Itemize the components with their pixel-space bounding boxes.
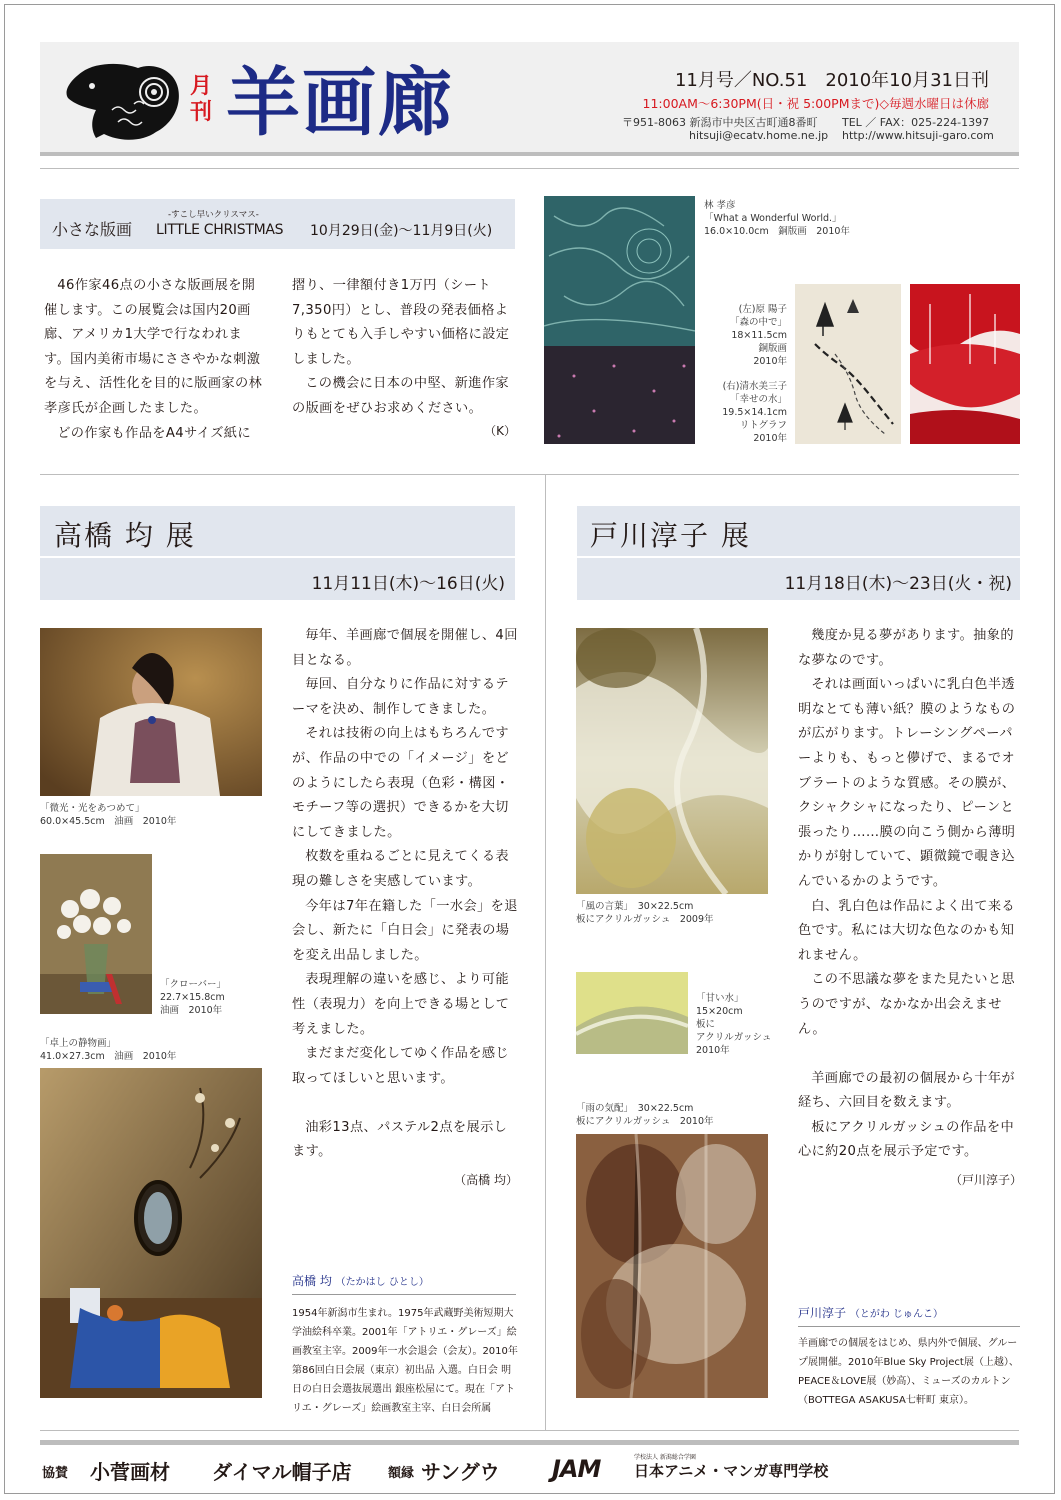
caption-line: 「甘い水」: [696, 993, 744, 1004]
phone-fax: TEL ／ FAX：025-224-1397: [842, 116, 990, 129]
footer-rule-thick: [40, 1440, 1019, 1445]
paragraph: まだまだ変化してゆく作品を感じ取ってほしいと思います。: [292, 1046, 509, 1086]
caption-line: リトグラフ: [739, 420, 787, 431]
caption-line: 林 孝彦: [704, 200, 736, 211]
caption-line: 「卓上の静物画」: [40, 1038, 117, 1049]
artwork-mori-no-naka: [795, 284, 901, 444]
paragraph: 表現理解の違いを感じ、より可能性（表現力）を向上できる場として考えました。: [292, 972, 510, 1037]
bio-name-reading: （とがわ じゅんこ）: [849, 1309, 944, 1320]
paragraph: 油彩13点、パステル2点を展示します。: [292, 1119, 508, 1160]
caption-line: 「クローバー」: [160, 979, 227, 990]
magazine-title: 羊画廊: [226, 60, 454, 146]
bio-name-text: 戸川淳子: [798, 1306, 847, 1320]
artwork-clover: [40, 854, 152, 1014]
bio-name-reading: （たかはし ひとし）: [335, 1277, 429, 1288]
artwork-amai-mizu: [576, 972, 688, 1054]
caption-line: 板にアクリルガッシュ 2009年: [576, 914, 714, 925]
little-christmas-col2: [292, 274, 516, 439]
caption-line: 16.0×10.0cm 銅版画 2010年: [704, 226, 850, 237]
paragraph: それは技術の向上はもちろんですが、作品の中での「イメージ」をどのようにしたら表現（色彩・構図・モチーフ等の選択）できるかを大切にしてきました。: [292, 726, 510, 840]
bio-name-text: 高橋 均: [292, 1274, 332, 1288]
caption-line: 2010年: [753, 433, 787, 444]
caption-line: 板に: [696, 1019, 716, 1030]
email-address[interactable]: hitsuji@ecatv.home.ne.jp: [689, 129, 829, 142]
togawa-bio-name: [798, 1304, 943, 1321]
sponsor-kosuge: 小菅画材: [90, 1460, 170, 1484]
sheep-logo-icon: [62, 58, 184, 144]
takahashi-bio: 1954年新潟市生まれ。1975年武蔵野美術短期大学油絵科卒業。2001年「アトリエ・グレーズ」絵画教室主宰。2009年一水会退会（会友）。2010年第86回白日会展（東京）初出品 入選。白日会 明日の白日会選抜展選出 銀座松屋にて。現在「アトリエ・グレーズ」絵画教室主宰、白日会所属: [292, 1308, 518, 1414]
paragraph: 白、乳白色は作品によく出て来る色です。私には大切な色なのかも知れません。: [798, 898, 1015, 963]
togawa-exhibition-dates: 11月18日(木)〜23日(火・祝): [784, 574, 1012, 594]
paragraph: 板にアクリルガッシュの作品を中心に約20点を展示予定です。: [798, 1119, 1015, 1160]
caption-amai-mizu: [696, 992, 771, 1057]
caption-mori-no-naka: [715, 303, 787, 368]
caption-biko-hikari: [40, 802, 176, 828]
sponsor-daimaru: ダイマル帽子店: [212, 1460, 352, 1484]
little-christmas-col1: [44, 274, 266, 446]
takahashi-bio-name: [292, 1272, 429, 1289]
magazine-prefix: 月刊: [190, 74, 213, 125]
artwork-biko-hikari: [40, 628, 262, 796]
togawa-exhibition-title: 戸川淳子 展: [590, 519, 751, 552]
postal-address: 〒951-8063 新潟市中央区古町通8番町: [622, 116, 818, 129]
artwork-takujo-no-seibutsuga: [40, 1068, 262, 1398]
paragraph: [798, 1042, 1022, 1067]
caption-line: 「風の言葉」 30×22.5cm: [576, 901, 694, 912]
paragraph: 46作家46点の小さな版画展を開催します。この展覧会は国内20画廊、アメリカ1大学で行なわれます。国内美術市場にささやかな刺激を与え、活性化を目的に版画家の林孝彦氏が企画したました。: [44, 278, 263, 416]
artwork-what-a-wonderful-world: [544, 196, 695, 444]
caption-line: 「雨の気配」 30×22.5cm: [576, 1103, 694, 1114]
takahashi-exhibition-dates: 11月11日(木)〜16日(火): [311, 574, 505, 594]
paragraph: 毎年、羊画廊で個展を開催し、4回目となる。: [292, 628, 518, 668]
caption-takujo-no-seibutsuga: [40, 1037, 176, 1063]
header-rule-thin: [40, 168, 1019, 169]
caption-line: 60.0×45.5cm 油画 2010年: [40, 816, 177, 827]
little-christmas-title-en: LITTLE CHRISTMAS: [156, 222, 284, 238]
caption-what-a-wonderful-world: [704, 199, 850, 238]
sponsor-sangu: サングウ: [421, 1460, 500, 1484]
caption-line: 銅版画: [758, 343, 787, 354]
column-divider: [545, 475, 546, 1430]
paragraph: どの作家も作品をA4サイズ紙に: [57, 425, 251, 441]
caption-line: 18×11.5cm: [731, 330, 787, 341]
paragraph: 今年は7年在籍した「一水会」を退会し、新たに「白日会」に発表の場を変え出品しました。: [292, 898, 518, 963]
issue-info: 11月号／NO.51 2010年10月31日刊: [674, 70, 989, 91]
paragraph: 枚数を重ねるごとに見えてくる表現の難しさを実感しています。: [292, 849, 509, 889]
caption-line: 41.0×27.3cm 油画 2010年: [40, 1051, 177, 1062]
caption-ame-no-kehai: [576, 1102, 714, 1128]
artwork-ame-no-kehai: [576, 1134, 768, 1398]
header-rule: [40, 152, 1019, 156]
caption-line: (左)原 陽子: [738, 304, 787, 315]
caption-line: 板にアクリルガッシュ 2010年: [576, 1116, 714, 1127]
artwork-shiawase-no-mizu: [910, 284, 1020, 444]
section-divider: [40, 474, 1019, 475]
caption-line: 油画 2010年: [160, 1005, 223, 1016]
caption-line: (右)清水美三子: [722, 381, 787, 392]
paragraph: 幾度か見る夢があります。抽象的な夢なのです。: [798, 628, 1014, 668]
paragraph: [292, 1091, 518, 1116]
footer-rule: [40, 1430, 1019, 1431]
togawa-article: [798, 624, 1022, 1188]
school-tagline: 学校法人 新潟総合学園: [634, 1454, 696, 1461]
opening-hours: 11:00AM〜6:30PM(日・祝 5:00PMまで)◇毎週水曜日は休廊: [642, 96, 989, 111]
takahashi-exhibition-title: 高橋 均 展: [54, 519, 196, 552]
paragraph: 摺り、一律額付き1万円（シート7,350円）とし、普段の発表価格よりもとても入手しやすい価格に設定しました。: [292, 278, 510, 367]
school-name: 日本アニメ・マンガ専門学校: [634, 1462, 829, 1480]
website-url[interactable]: http://www.hitsuji-garo.com: [842, 129, 994, 142]
caption-line: 15×20cm: [696, 1006, 743, 1017]
caption-line: 「幸せの水」: [729, 394, 787, 405]
school-logo: JAM: [552, 1455, 601, 1483]
caption-line: 「森の中で」: [729, 317, 787, 328]
sponsor-label: 協賛: [42, 1466, 69, 1481]
caption-line: 2010年: [753, 356, 787, 367]
bio-rule: [798, 1326, 1020, 1327]
paragraph: 羊画廊での最初の個展から十年が経ち、六回目を数えます。: [798, 1070, 1015, 1111]
artwork-kaze-no-kotoba: [576, 628, 768, 894]
paragraph: この不思議な夢をまた見たいと思うのですが、なかなか出会えません。: [798, 972, 1015, 1037]
caption-line: 2010年: [696, 1045, 730, 1056]
little-christmas-dates: 10月29日(金)〜11月9日(火): [310, 223, 493, 239]
caption-line: 22.7×15.8cm: [160, 992, 225, 1003]
paragraph: それは画面いっぱいに乳白色半透明なとても薄い紙？膜のようなものが広がります。トレーシングペーパーよりも、もっと儚げで、まるでオブラートのような質感。その膜が、クシャクシャになったり、ピーンと張ったり……膜の向こう側から薄明かりが射していて、顕微鏡で覗き込んでいるかのようです。: [798, 677, 1016, 889]
caption-line: 19.5×14.1cm: [722, 407, 787, 418]
takahashi-article: [292, 624, 518, 1188]
little-christmas-title: 小さな版画: [52, 220, 133, 239]
paragraph: 毎回、自分なりに作品に対するテーマを決め、制作してきました。: [292, 677, 509, 717]
bio-rule: [292, 1294, 516, 1295]
togawa-signature: （戸川淳子）: [949, 1173, 1022, 1188]
little-christmas-subtitle: -すこし早いクリスマス-: [168, 210, 259, 220]
caption-kaze-no-kotoba: [576, 900, 714, 926]
takahashi-signature: （高橋 均）: [454, 1173, 518, 1188]
caption-clover: [160, 978, 226, 1017]
caption-line: 「微光・光をあつめて」: [40, 803, 145, 814]
paragraph: この機会に日本の中堅、新進作家の版画をぜひお求めください。: [292, 376, 509, 416]
caption-line: 「What a Wonderful World.」: [704, 213, 842, 224]
togawa-bio: 羊画廊での個展をはじめ、県内外で個展、グループ展開催。2010年Blue Sky Project展（上越）、PEACE＆LOVE展（妙高）、ミューズのカルトン（BOTTEGA ASAKUSA七軒町 東京）。: [798, 1338, 1019, 1406]
caption-line: アクリルガッシュ: [696, 1032, 772, 1043]
caption-shiawase-no-mizu: [705, 380, 787, 445]
frame-label: 額縁: [388, 1466, 415, 1481]
little-christmas-signature: （K）: [484, 423, 516, 438]
